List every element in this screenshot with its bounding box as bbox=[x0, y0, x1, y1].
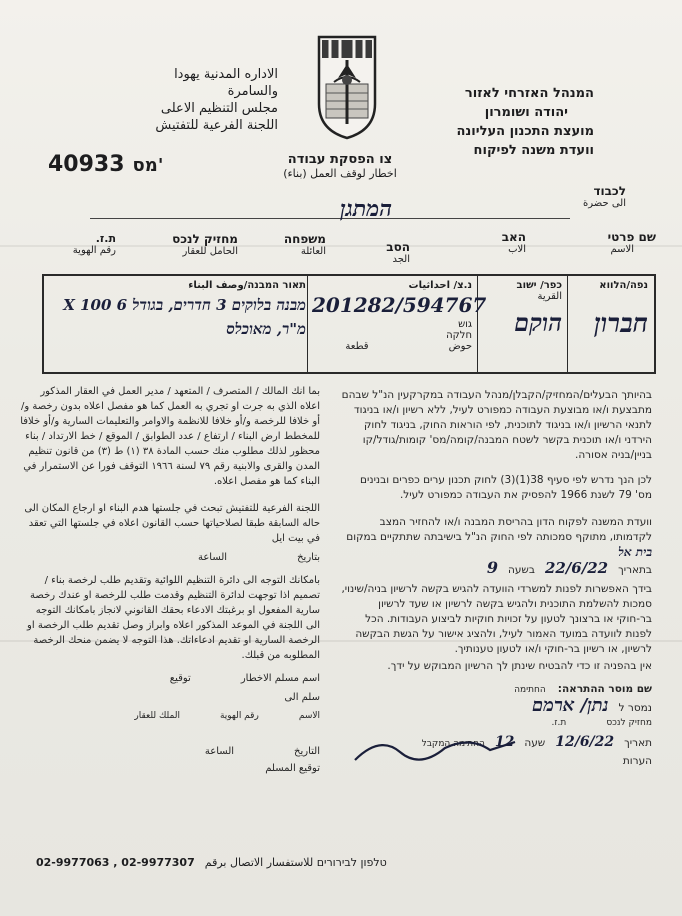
title bbox=[240, 152, 440, 180]
deliverer-signature bbox=[350, 730, 520, 770]
hod-label: حوض bbox=[448, 341, 472, 352]
arabic-hour-label: الساعة bbox=[197, 552, 228, 563]
block-label: גוש bbox=[458, 319, 472, 330]
hebrew-paragraph-3: וועדת המשנה לפקוח הדון בהריסת המבנה ו/או להחזיר המצב לקדמותו, מתוקף סמכותה לפי החוק הנ"ל בישיבתה שתתקיים במקום bbox=[346, 516, 652, 543]
coords-value: 201282/594767 bbox=[312, 293, 487, 317]
meeting-date-label: בתאריך bbox=[618, 564, 652, 576]
note-label: הערות bbox=[622, 755, 652, 767]
arabic-column bbox=[20, 384, 320, 776]
receipt-date-label: תאריך bbox=[624, 737, 652, 749]
first-name-label: שם פרטי bbox=[607, 230, 656, 244]
family-label-ar: العائلة bbox=[300, 246, 326, 257]
grandfather-label: הסב bbox=[386, 240, 410, 254]
meeting-date-value: 22/6/22 bbox=[544, 559, 609, 577]
box-divider bbox=[567, 276, 568, 372]
meeting-time-value: 9 bbox=[486, 558, 498, 577]
arabic-name-label: الاسم bbox=[298, 711, 320, 721]
hebrew-paragraph-4: בידך האפשרות לפנות למשרדי הוועדה להגיש בקשה לרשיון בניה/שינוי, סמכות להשלמת התוכנית ולהגיש בקשה לרשיון או שעד לרשיון בר-חוקי או ברצונך לטעון על זכויות חוקיות לביצוע העבודות. הכל לפנות לוועדה במועד האמור לעיל, ולהציג אישור על הגשת הבקשה לרשיון, או רשיון בר-חוקי ו/או לטעון טענותיך. bbox=[341, 583, 652, 655]
village-cell bbox=[482, 280, 562, 338]
region-label: נפה/הלווא bbox=[599, 280, 648, 291]
box-divider bbox=[307, 276, 308, 372]
region-value: חברון bbox=[594, 309, 648, 339]
arabic-datetime-row bbox=[20, 550, 320, 565]
receipt-time-label: שעה bbox=[524, 737, 546, 749]
father-header bbox=[466, 230, 526, 255]
hebrew-paragraph-1: בהיותך הבעלים/המחזיק/הקבלן/מנהל העבודה במקרקעין הנ"ל שבהם מתבצעת ו/או מבוצעת העבודה כמפורט לעיל, ללא רשיון ו/או בניגוד לתנאי הרשיון ו/או בניגוד לתוכנית, לפי הוראות החוק, בניגוד לחוק הירדני ו/או תוכנית בקשר לשטח המבנה/קומה/מס' קומות/גודל/קו בניין/בניה אסורה. bbox=[341, 389, 652, 461]
family-label: משפחה bbox=[283, 232, 326, 246]
id-label-ar: رقم الهوية bbox=[72, 245, 116, 256]
holder-label-footer: מחזיק לנכס bbox=[606, 718, 652, 728]
holder-label: מחזיק לנכס bbox=[172, 232, 238, 246]
deliverer-name-label: שם מוסר ההתראה: bbox=[557, 683, 652, 695]
arabic-header-line: مجلس التنظيم الاعلى bbox=[160, 101, 278, 116]
first-name-label-ar: الاسم bbox=[610, 244, 634, 255]
arabic-date-label: بتاريخ bbox=[297, 552, 320, 563]
to-arabic: الى حضرة bbox=[583, 198, 626, 209]
recipient-name: נתן/ ארמם bbox=[532, 695, 609, 716]
meeting-place-value: בית אל bbox=[618, 545, 652, 559]
hebrew-header-line: וועדת משנה לפיקוח bbox=[473, 143, 594, 158]
building-desc-value: מבנה בלוקים 3 חדרים, בגודל 6 X 100 מ"ר, מאוכלס bbox=[63, 296, 306, 338]
parcel-sub-labels bbox=[312, 341, 472, 352]
footer-text: טלפון לבירורים للاستفسار الاتصال برقم bbox=[204, 856, 387, 869]
region-cell bbox=[570, 280, 648, 339]
hebrew-paragraph-2: לכן הנך נדרש לפי סעיף 38(1)(3) לחוק תכנון ערים כפרים ובנינים מס' 79 לשנת 1966 להפסיק את העבודה כמפורט לעיל. bbox=[360, 474, 652, 501]
arabic-receiver-signature: توقيع المسلم bbox=[265, 763, 320, 774]
document-number-value: 40933 bbox=[48, 152, 125, 177]
footer-phones: 02-9977063 , 02-9977307 bbox=[36, 856, 195, 869]
hebrew-header-line: המנהל האזרחי לאזור bbox=[464, 86, 594, 101]
arabic-deliverer-label: اسم مسلم الاخطار bbox=[240, 673, 320, 684]
arabic-header bbox=[58, 66, 278, 134]
arabic-hour2-label: الساعة bbox=[204, 746, 235, 757]
id-header bbox=[44, 232, 116, 256]
receipt-time-value: 12 bbox=[494, 734, 515, 750]
arabic-owner-label: الملك للعقار bbox=[134, 711, 180, 721]
family-header bbox=[266, 232, 326, 257]
building-desc-cell bbox=[50, 280, 306, 341]
coords-sub-labels bbox=[312, 319, 472, 330]
property-box bbox=[42, 274, 656, 374]
arabic-id-label: رقم الهوية bbox=[219, 711, 259, 721]
holder-id-row bbox=[340, 716, 652, 731]
arabic-header-line: الاداره المدنية يهودا bbox=[174, 67, 278, 82]
parcel-label: חלקה bbox=[446, 330, 472, 341]
arabic-header-line: والسامرة bbox=[227, 84, 278, 99]
parcel-label-ar: قطعة bbox=[345, 341, 369, 352]
box-divider bbox=[477, 276, 478, 372]
to-hebrew: לכבוד bbox=[593, 184, 626, 198]
hebrew-column bbox=[340, 388, 652, 769]
to-name-handwritten: המתגן bbox=[340, 196, 392, 222]
hebrew-header-line: מועצת התכנון העליונה bbox=[456, 124, 594, 139]
hebrew-header-line: יהודה ושומרון bbox=[484, 105, 568, 120]
arabic-paragraph-2: اللجنة الفرعية للتفتيش تبحث في جلستها هدم البناء او ارجاع المكان الى حاله السابقة طبقا لصلاحياتها حسب القانون اعلاه في جلستها التي تعقد في بيت ايل bbox=[24, 503, 320, 544]
title-arabic: اخطار لوقف العمل (بناء) bbox=[283, 167, 397, 180]
arabic-header-line: اللجنة الفرعية للتفتيش bbox=[155, 118, 278, 133]
person-header-row bbox=[40, 230, 656, 270]
building-desc-label: תאור המבנה/وصف البناء bbox=[188, 280, 306, 291]
father-label: האב bbox=[501, 230, 526, 244]
meeting-datetime-row bbox=[340, 560, 652, 578]
receiver-signature-label: החתימה המקבל bbox=[421, 739, 485, 749]
id-label-footer: ת.ז. bbox=[551, 718, 567, 728]
holder-header bbox=[148, 232, 238, 257]
arabic-signature-label: توقيع bbox=[169, 673, 191, 684]
village-value: הוקם bbox=[514, 308, 562, 337]
delivered-to-label: נמסר ל bbox=[618, 702, 652, 714]
coords-value-y: 594767 bbox=[402, 293, 487, 317]
arabic-date2-label: التاريخ bbox=[294, 746, 320, 757]
village-label: כפר/ ישוב bbox=[516, 280, 562, 291]
arabic-delivered-to: سلم الى bbox=[284, 692, 320, 703]
arabic-name-row bbox=[20, 709, 320, 724]
civil-administration-emblem bbox=[316, 34, 378, 140]
recipient-row bbox=[340, 695, 652, 716]
arabic-paragraph-3: بامكانك التوجه الى دائرة التنظيم اللوائية وتقديم طلب لرخصة بناء / تصميم اذا توجهت لدائرة التنظيم وقدمت طلب للرخصة او عندك رخصة سارية المفعول او برغبتك الادعاء بحقك القانوني لانجاز بامكانك التوجه الى اللجنة في الموعد المذكور اعلاه وابراز وصل تقديم طلب الرخصة او الرخصة السارية او تقديم ادعاءاتك. هذا التوجه لا يضمن منحك الرخصة المطلوبه من قبلك. bbox=[27, 575, 320, 661]
to-line bbox=[90, 218, 570, 219]
arabic-paragraph-1: بما انك المالك / المتصرف / المتعهد / مدير العمل في العقار المذكور اعلاه الذي به جرت او تجري به العمل كما هو مفصل اعلاه بدون رخصة و/أو خلافا للرخصة و/أو خلافا للانظمة والاوامر والتعليمات السارية و/أو خلافا للمخطط ارض البناء / ارتفاع / عدد الطوابق / الموقع / خط الارتداد / بناء محظور لذلك مطلوب منك حسب المادة ٣٨ (١) ط (٣) من قانون تنظيم المدن والقرى والابنية رقم ٧٩ لسنة ١٩٦٦ التوقف فورا عن الاستمرار في البناء كما هو مفصل اعلاه. bbox=[20, 386, 320, 487]
deliverer-signature-label: החתימה bbox=[514, 685, 546, 695]
coords-cell bbox=[312, 280, 487, 352]
grandfather-label-ar: الجد bbox=[392, 254, 410, 265]
village-label-ar: القرية bbox=[537, 291, 562, 302]
document-number bbox=[48, 152, 163, 177]
hebrew-header bbox=[384, 84, 594, 160]
grandfather-header bbox=[350, 240, 410, 265]
coords-value-x: 201282 bbox=[312, 293, 396, 317]
footer bbox=[36, 856, 636, 869]
meeting-time-label: בשעה bbox=[507, 564, 535, 576]
title-hebrew: צו הפסקת עבודה bbox=[287, 152, 393, 167]
coords-label: נ.צ/ احداثيات bbox=[408, 280, 472, 291]
id-label: ת.ז. bbox=[95, 232, 116, 245]
to-label bbox=[506, 184, 626, 209]
father-label-ar: الاب bbox=[508, 244, 526, 255]
arabic-date2-row bbox=[20, 744, 320, 759]
receipt-date-value: 12/6/22 bbox=[555, 734, 615, 750]
holder-label-ar: الحامل للعقار bbox=[182, 246, 238, 257]
hebrew-paragraph-5: אין בהפניה זו כדי להבטיח שינתן לך הרשיון המבוקש על ידך. bbox=[387, 660, 652, 672]
document-number-label: מס' bbox=[132, 155, 164, 176]
arabic-deliverer-row bbox=[20, 671, 320, 686]
first-name-header bbox=[576, 230, 656, 255]
